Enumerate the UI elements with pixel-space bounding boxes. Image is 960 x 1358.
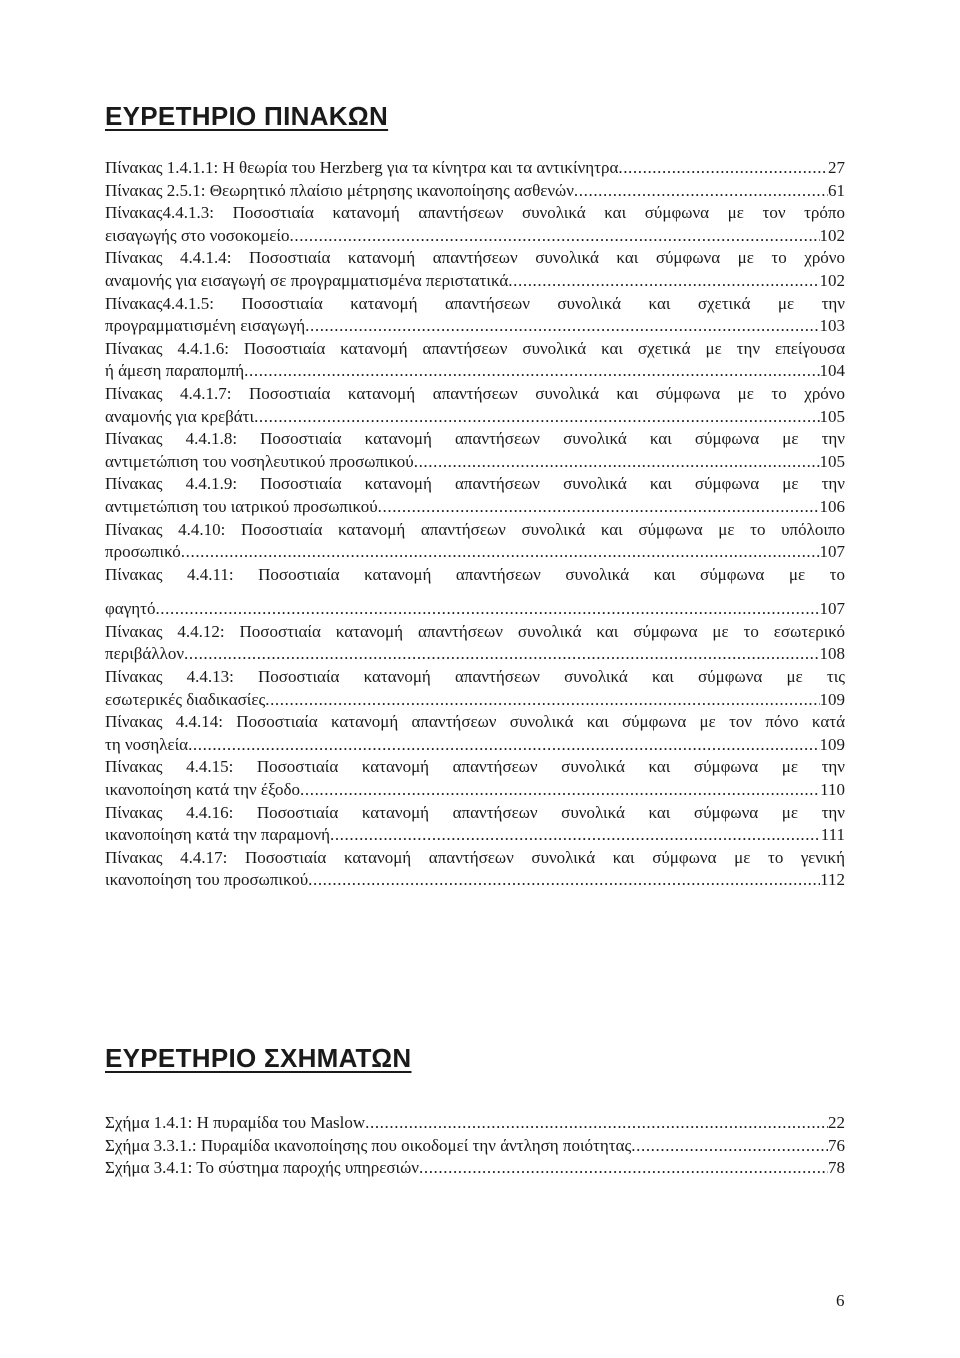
dot-leader — [365, 1112, 828, 1135]
table-entry-leader-line — [105, 598, 845, 621]
table-entry-title: ικανοποίηση κατά την παραμονή — [105, 825, 330, 845]
table-entry-title: ή άμεση παραπομπή — [105, 361, 245, 381]
table-entry — [105, 202, 845, 247]
table-entry-title-line: Πίνακας 4.4.1.8: Ποσοστιαία κατανομή απαντήσεων συνολικά και σύμφωνα με την — [105, 429, 845, 449]
table-entry-title: προσωπικό — [105, 542, 181, 562]
table-entry-title: φαγητό — [105, 599, 156, 619]
table-entry-leader-line — [105, 451, 845, 474]
figure-entry-leader-line — [105, 1157, 845, 1180]
table-entry — [105, 847, 845, 892]
dot-leader — [414, 451, 820, 474]
table-entry-page-number: 102 — [819, 225, 845, 245]
table-entry — [105, 157, 845, 180]
table-entry-title: προγραμματισμένη εισαγωγή — [105, 316, 306, 336]
table-entry-page-number: 110 — [820, 780, 845, 800]
figure-entry-title: Σχήμα 3.3.1.: Πυραμίδα ικανοποίησης που οικοδομεί την άντληση ποιότητας — [105, 1135, 632, 1155]
dot-leader — [330, 824, 821, 847]
tables-index-list — [105, 157, 845, 892]
table-entry-title: ικανοποίηση του προσωπικού — [105, 870, 309, 890]
tables-index-heading: ΕΥΡΕΤΗΡΙΟ ΠΙΝΑΚΩΝ — [105, 101, 389, 131]
table-entry-title: αναμονής για εισαγωγή σε προγραμματισμένα περιστατικά — [105, 270, 509, 290]
figure-entry-page-number: 78 — [828, 1158, 845, 1178]
table-entry-title-line: Πίνακας 4.4.12: Ποσοστιαία κατανομή απαντήσεων συνολικά και σύμφωνα με το εσωτερικό — [105, 621, 845, 641]
table-entry-page-number: 109 — [819, 689, 845, 709]
table-entry-title: εισαγωγής στο νοσοκομείο — [105, 225, 290, 245]
table-entry-leader-line — [105, 824, 845, 847]
table-entry-title-line: Πίνακας 4.4.10: Ποσοστιαία κατανομή απαντήσεων συνολικά και σύμφωνα με το υπόλοιπο — [105, 519, 845, 539]
table-entry-title-line: Πίνακας 4.4.1.9: Ποσοστιαία κατανομή απαντήσεων συνολικά και σύμφωνα με την — [105, 474, 845, 494]
table-entry-title: αναμονής για κρεβάτι — [105, 406, 255, 426]
table-entry-leader-line — [105, 643, 845, 666]
table-entry-page-number: 112 — [820, 870, 845, 890]
table-entry-title: αντιμετώπιση του ιατρικού προσωπικού — [105, 496, 378, 516]
dot-leader — [155, 598, 819, 621]
table-entry — [105, 180, 845, 203]
figure-entry-leader-line — [105, 1135, 845, 1158]
table-entry-page-number: 107 — [819, 542, 845, 562]
table-entry — [105, 564, 845, 621]
table-entry — [105, 756, 845, 801]
dot-leader — [508, 270, 819, 293]
table-entry — [105, 711, 845, 756]
table-entry-leader-line — [105, 157, 845, 180]
dot-leader — [378, 496, 820, 519]
dot-leader — [305, 315, 819, 338]
table-entry-title-line: Πίνακας 4.4.15: Ποσοστιαία κατανομή απαντήσεων συνολικά και σύμφωνα με την — [105, 757, 845, 777]
table-entry — [105, 473, 845, 518]
table-entry-leader-line — [105, 360, 845, 383]
table-entry-page-number: 107 — [819, 599, 845, 619]
table-entry-page-number: 111 — [820, 825, 845, 845]
dot-leader — [618, 157, 828, 180]
dot-leader — [265, 689, 819, 712]
table-entry-title-line: Πίνακας 4.4.1.6: Ποσοστιαία κατανομή απαντήσεων συνολικά και σχετικά με την επείγουσα — [105, 338, 845, 358]
table-entry-leader-line — [105, 869, 845, 892]
table-entry-leader-line — [105, 689, 845, 712]
table-entry-page-number: 105 — [819, 406, 845, 426]
table-entry-leader-line — [105, 180, 845, 203]
table-entry-leader-line — [105, 406, 845, 429]
figure-entry — [105, 1112, 845, 1135]
table-entry-title-line: Πίνακας 4.4.11: Ποσοστιαία κατανομή απαντήσεων συνολικά και σύμφωνα με το — [105, 564, 845, 584]
table-entry-title: Πίνακας 2.5.1: Θεωρητικό πλαίσιο μέτρησης ικανοποίησης ασθενών — [105, 180, 574, 200]
dot-leader — [419, 1157, 828, 1180]
figures-index-list — [105, 1112, 845, 1180]
table-entry — [105, 247, 845, 292]
table-entry-leader-line — [105, 315, 845, 338]
figures-index-heading: ΕΥΡΕΤΗΡΙΟ ΣΧΗΜΑΤΩΝ — [105, 1043, 412, 1073]
dot-leader — [300, 779, 820, 802]
table-entry-title: ικανοποίηση κατά την έξοδο — [105, 780, 301, 800]
table-entry-leader-line — [105, 734, 845, 757]
figure-entry-page-number: 22 — [828, 1113, 845, 1132]
table-entry-leader-line — [105, 270, 845, 293]
figure-entry-title: Σχήμα 3.4.1: Το σύστημα παροχής υπηρεσιών — [105, 1158, 419, 1178]
dot-leader — [254, 406, 819, 429]
table-entry-title: τη νοσηλεία — [105, 734, 189, 754]
dot-leader — [184, 643, 819, 666]
table-entry-page-number: 109 — [819, 734, 845, 754]
table-entry-title-line: Πίνακας 4.4.1.4: Ποσοστιαία κατανομή απαντήσεων συνολικά και σύμφωνα με το χρόνο — [105, 248, 845, 268]
table-entry-page-number: 103 — [819, 316, 845, 336]
figure-entry — [105, 1135, 845, 1158]
table-entry — [105, 428, 845, 473]
figure-entry-title: Σχήμα 1.4.1: Η πυραμίδα του Maslow — [105, 1113, 366, 1132]
table-entry-leader-line — [105, 779, 845, 802]
table-entry-title-line: Πίνακας 4.4.16: Ποσοστιαία κατανομή απαντήσεων συνολικά και σύμφωνα με την — [105, 802, 845, 822]
table-entry-title-line: Πίνακας4.4.1.3: Ποσοστιαία κατανομή απαντήσεων συνολικά και σύμφωνα με τον τρόπο — [105, 203, 845, 223]
table-entry-page-number: 102 — [819, 270, 845, 290]
table-entry-title-line: Πίνακας 4.4.17: Ποσοστιαία κατανομή απαντήσεων συνολικά και σύμφωνα με το γενική — [105, 847, 845, 867]
table-entry-title: Πίνακας 1.4.1.1: Η θεωρία του Herzberg για τα κίνητρα και τα αντικίνητρα — [105, 158, 619, 177]
figure-entry — [105, 1157, 845, 1180]
table-entry-page-number: 105 — [819, 451, 845, 471]
page-number: 6 — [836, 1291, 845, 1310]
dot-leader — [181, 541, 820, 564]
dot-leader — [244, 360, 819, 383]
table-entry — [105, 338, 845, 383]
table-entry — [105, 519, 845, 564]
table-entry — [105, 621, 845, 666]
table-entry — [105, 666, 845, 711]
dot-leader — [574, 180, 828, 203]
dot-leader — [631, 1135, 828, 1158]
figure-entry-leader-line — [105, 1112, 845, 1135]
table-entry-page-number: 61 — [828, 180, 845, 200]
table-entry-page-number: 104 — [819, 361, 845, 381]
table-entry — [105, 383, 845, 428]
figure-entry-page-number: 76 — [828, 1135, 845, 1155]
table-entry-title-line: Πίνακας 4.4.14: Ποσοστιαία κατανομή απαντήσεων συνολικά και σύμφωνα με τον πόνο κατά — [105, 712, 845, 732]
table-entry-page-number: 27 — [828, 158, 845, 177]
table-entry-title: αντιμετώπιση του νοσηλευτικού προσωπικού — [105, 451, 414, 471]
dot-leader — [308, 869, 820, 892]
table-entry-leader-line — [105, 225, 845, 248]
dot-leader — [290, 225, 820, 248]
table-entry-leader-line — [105, 541, 845, 564]
table-entry-title-line: Πίνακας 4.4.1.7: Ποσοστιαία κατανομή απαντήσεων συνολικά και σύμφωνα με το χρόνο — [105, 383, 845, 403]
table-entry-title: εσωτερικές διαδικασίες — [105, 689, 266, 709]
table-entry-title: περιβάλλον — [105, 644, 185, 664]
dot-leader — [188, 734, 819, 757]
table-entry — [105, 802, 845, 847]
table-entry-leader-line — [105, 496, 845, 519]
table-entry-title-line: Πίνακας 4.4.13: Ποσοστιαία κατανομή απαντήσεων συνολικά και σύμφωνα με τις — [105, 667, 845, 687]
table-entry-page-number: 108 — [819, 644, 845, 664]
table-entry-page-number: 106 — [819, 496, 845, 516]
table-entry-title-line: Πίνακας4.4.1.5: Ποσοστιαία κατανομή απαντήσεων συνολικά και σχετικά με την — [105, 293, 845, 313]
table-entry — [105, 293, 845, 338]
